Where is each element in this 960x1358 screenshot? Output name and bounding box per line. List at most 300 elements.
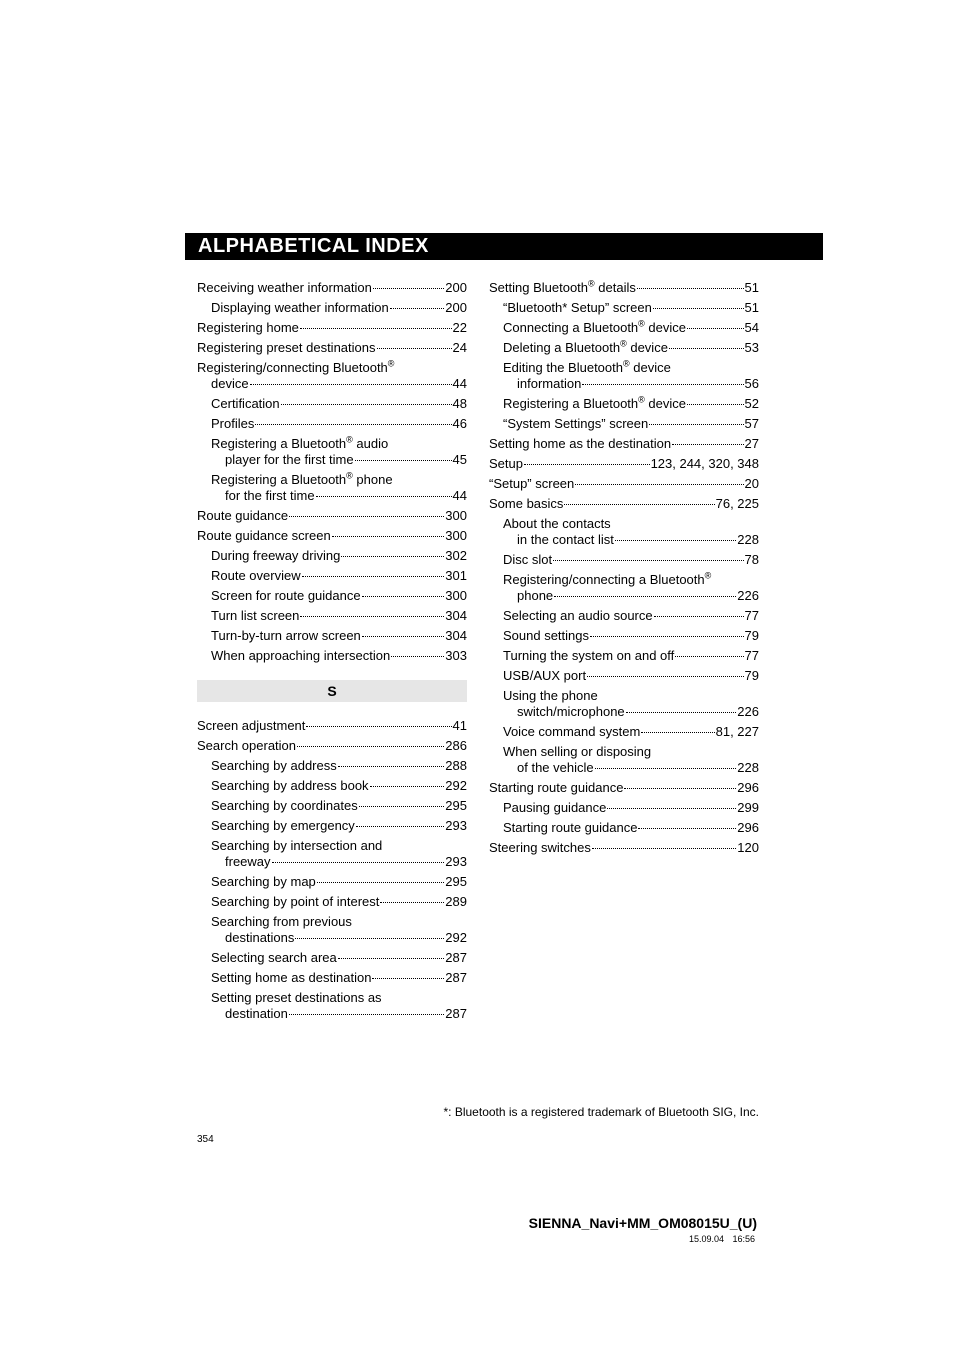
page-reference: 296: [737, 780, 759, 795]
index-entry-row: [503, 704, 759, 720]
page-reference: 292: [445, 778, 467, 793]
index-entry-heading-text: Using the phone: [503, 688, 598, 703]
index-entry-row: [211, 758, 467, 774]
index-entry-row: [503, 552, 759, 568]
index-entry-label: Setting home as the destination: [489, 436, 672, 451]
index-entry-label: device: [211, 376, 249, 391]
index-entry-row: [503, 588, 759, 604]
index-entry-label: for the first time: [225, 488, 315, 503]
index-entry-heading-text: Registering a Bluetooth: [211, 436, 347, 451]
index-entry-text: [211, 568, 301, 584]
index-entry-label: player for the first time: [225, 452, 354, 467]
dot-leader: [338, 958, 445, 959]
index-entry-text: [197, 508, 288, 524]
index-entry-row: [211, 894, 467, 910]
page-reference: 302: [445, 548, 467, 563]
index-entry-heading-text: Editing the Bluetooth: [503, 360, 623, 375]
dot-leader: [316, 496, 452, 497]
index-entry-text: [489, 780, 623, 796]
index-entry-heading-text: Setting preset destinations as: [211, 990, 382, 1005]
index-entry-text: [489, 476, 574, 492]
index-entry-heading: [503, 516, 759, 532]
index-entry: [489, 552, 759, 568]
dot-leader: [669, 348, 744, 349]
index-entry-text: [489, 436, 671, 452]
index-entry-label: Turn list screen: [211, 608, 300, 623]
page-reference: 295: [445, 798, 467, 813]
index-entry-text: [211, 894, 379, 910]
page-reference: 300: [445, 588, 467, 603]
dot-leader: [338, 766, 445, 767]
page-reference: 287: [445, 1006, 467, 1021]
index-entry: [197, 548, 467, 564]
index-entry-label: Registering a Bluetooth: [503, 396, 639, 411]
dot-leader: [355, 460, 452, 461]
dot-leader: [590, 636, 744, 637]
index-entry: [197, 970, 467, 986]
page-reference: 51: [744, 280, 759, 295]
page-reference: 301: [445, 568, 467, 583]
index-entry-text: [489, 840, 591, 856]
index-entry-text: [503, 648, 674, 664]
dot-leader: [595, 768, 737, 769]
index-entry-label: Disc slot: [503, 552, 553, 567]
registered-mark: ®: [638, 394, 645, 405]
page-reference: 300: [445, 528, 467, 543]
index-entry: [197, 340, 467, 356]
page-reference: 78: [744, 552, 759, 567]
dot-leader: [255, 424, 451, 425]
index-entry-label: Registering preset destinations: [197, 340, 376, 355]
index-entry: [197, 280, 467, 296]
index-entry-row: [197, 376, 467, 392]
index-entry-text: [211, 588, 361, 604]
dot-leader: [626, 712, 737, 713]
page-reference: 228: [737, 532, 759, 547]
index-entry-row: [503, 320, 759, 336]
index-entry-label: Searching by address book: [211, 778, 369, 793]
page-reference: 292: [445, 930, 467, 945]
index-entry-row: [211, 300, 467, 316]
index-entry-heading: [503, 572, 759, 588]
index-entry-text: [211, 300, 389, 316]
index-entry-row: [503, 532, 759, 548]
index-entry-label: Displaying weather information: [211, 300, 389, 315]
index-entry: [197, 950, 467, 966]
page-reference: 286: [445, 738, 467, 753]
dot-leader: [391, 656, 444, 657]
dot-leader: [373, 288, 444, 289]
index-entry-label: USB/AUX port: [503, 668, 587, 683]
page-reference: 27: [744, 436, 759, 451]
index-entry-label-suffix: device: [644, 320, 686, 335]
index-entry-text: [211, 778, 369, 794]
index-entry-text: [211, 648, 390, 664]
index-entry-row: [211, 1006, 467, 1022]
index-entry: [489, 416, 759, 432]
index-entry-text: [197, 320, 299, 336]
index-entry: [197, 838, 467, 870]
page-reference: 44: [452, 376, 467, 391]
index-entry-text: [517, 376, 581, 392]
page-reference: 293: [445, 818, 467, 833]
page-reference: 226: [737, 588, 759, 603]
index-entry-label: Receiving weather information: [197, 280, 372, 295]
index-entry-row: [211, 396, 467, 412]
index-entry-label: Setting home as destination: [211, 970, 372, 985]
index-entry-row: [503, 628, 759, 644]
index-entry-label: Sound settings: [503, 628, 590, 643]
registered-mark: ®: [346, 434, 353, 445]
index-entry-label: When approaching intersection: [211, 648, 391, 663]
dot-leader: [637, 288, 744, 289]
page-reference: 304: [445, 608, 467, 623]
page-reference: 293: [445, 854, 467, 869]
index-entry-text: [503, 320, 686, 336]
index-entry: [197, 508, 467, 524]
page-reference: 287: [445, 950, 467, 965]
dot-leader: [615, 540, 736, 541]
index-entry: [489, 360, 759, 392]
index-entry-row: [489, 476, 759, 492]
index-entry-row: [489, 436, 759, 452]
index-entry-row: [211, 950, 467, 966]
index-entry-text: [211, 628, 361, 644]
index-column-right: [489, 280, 759, 860]
page-reference: 304: [445, 628, 467, 643]
dot-leader: [380, 902, 444, 903]
page-reference: 123, 244, 320, 348: [650, 456, 759, 471]
index-entry-text: [517, 704, 625, 720]
index-entry-row: [197, 280, 467, 296]
index-entry-text: [225, 452, 354, 468]
index-entry-label: Screen adjustment: [197, 718, 306, 733]
page-reference: 41: [452, 718, 467, 733]
index-entry-text: [211, 396, 280, 412]
index-entry-row: [211, 568, 467, 584]
index-entry-row: [211, 818, 467, 834]
index-entry-row: [503, 608, 759, 624]
index-entry-row: [211, 548, 467, 564]
index-entry-row: [211, 798, 467, 814]
page-reference: 53: [744, 340, 759, 355]
dot-leader: [306, 726, 451, 727]
index-entry-row: [211, 588, 467, 604]
index-entry-text: [211, 548, 340, 564]
dot-leader: [564, 504, 714, 505]
index-entry: [197, 360, 467, 392]
dot-leader: [295, 938, 444, 939]
page-reference: 79: [744, 668, 759, 683]
index-entry-heading-text: When selling or disposing: [503, 744, 652, 759]
index-entry-label: Searching by coordinates: [211, 798, 358, 813]
index-entry-heading-suffix: phone: [352, 472, 393, 487]
index-entry-label: Route guidance: [197, 508, 289, 523]
page-reference: 120: [737, 840, 759, 855]
index-entry-text: [197, 280, 372, 296]
index-entry-row: [503, 648, 759, 664]
index-entry-heading-text: Registering/connecting a Bluetooth: [503, 572, 705, 587]
index-entry-label-suffix: details: [594, 280, 636, 295]
index-entry-label: Deleting a Bluetooth: [503, 340, 621, 355]
index-entry-row: [503, 800, 759, 816]
index-entry-heading: [503, 744, 759, 760]
index-entry-label: of the vehicle: [517, 760, 594, 775]
dot-leader: [587, 676, 743, 677]
index-entry-row: [197, 508, 467, 524]
index-entry: [197, 416, 467, 432]
registered-mark: ®: [638, 318, 645, 329]
index-entry-text: [503, 820, 637, 836]
dot-leader: [362, 636, 445, 637]
index-entry-row: [211, 416, 467, 432]
dot-leader: [300, 616, 444, 617]
index-entry: [489, 780, 759, 796]
registered-mark: ®: [622, 358, 630, 369]
dot-leader: [250, 384, 452, 385]
index-entry: [197, 588, 467, 604]
index-entry-text: [503, 416, 648, 432]
index-entry: [197, 628, 467, 644]
dot-leader: [607, 808, 736, 809]
index-entry-row: [211, 854, 467, 870]
index-entry-label: Searching by point of interest: [211, 894, 380, 909]
index-entry-text: [503, 340, 668, 356]
index-entry-row: [211, 970, 467, 986]
page-number: 354: [197, 1134, 214, 1145]
index-entry-text: [489, 280, 636, 296]
dot-leader: [281, 404, 452, 405]
index-entry-label: Setup: [489, 456, 523, 471]
dot-leader: [675, 656, 743, 657]
registered-mark: ®: [704, 570, 712, 581]
index-entry-text: [503, 724, 640, 740]
dot-leader: [377, 348, 452, 349]
page-reference: 20: [744, 476, 759, 491]
index-entry: [489, 668, 759, 684]
index-entry-label: Selecting an audio source: [503, 608, 653, 623]
index-entry-text: [197, 528, 331, 544]
dot-leader: [289, 1014, 444, 1015]
index-entry-heading: [211, 990, 467, 1006]
page-reference: 303: [445, 648, 467, 663]
index-entry: [489, 396, 759, 412]
index-entry-text: [211, 376, 249, 392]
page-reference: 22: [452, 320, 467, 335]
page-reference: 289: [445, 894, 467, 909]
index-entry-label: Setting Bluetooth: [489, 280, 589, 295]
dot-leader: [641, 732, 714, 733]
index-entry-label: Voice command system: [503, 724, 641, 739]
index-entry-row: [503, 376, 759, 392]
index-entry-text: [211, 758, 337, 774]
dot-leader: [624, 788, 736, 789]
index-entry-row: [197, 718, 467, 734]
index-entry: [489, 800, 759, 816]
index-entry-label: Turn-by-turn arrow screen: [211, 628, 361, 643]
dot-leader: [649, 424, 743, 425]
index-entry: [489, 572, 759, 604]
index-entry-label: Starting route guidance: [503, 820, 638, 835]
index-entry-row: [197, 340, 467, 356]
registered-mark: ®: [387, 358, 395, 369]
page-reference: 56: [744, 376, 759, 391]
page-reference: 77: [744, 608, 759, 623]
index-entry-heading: [503, 360, 759, 376]
index-entry: [489, 820, 759, 836]
dot-leader: [356, 826, 444, 827]
index-entry: [489, 476, 759, 492]
index-entry: [197, 396, 467, 412]
index-entry: [489, 648, 759, 664]
index-entry: [489, 724, 759, 740]
index-entry-text: [503, 628, 589, 644]
index-entry-text: [211, 608, 299, 624]
page-reference: 54: [744, 320, 759, 335]
index-entry-row: [489, 780, 759, 796]
index-entry: [489, 840, 759, 856]
index-column-left: [197, 280, 467, 1026]
index-entry-heading-suffix: device: [629, 360, 671, 375]
dot-leader: [370, 786, 445, 787]
index-entry-heading-text: About the contacts: [503, 516, 611, 531]
index-entry: [197, 990, 467, 1022]
dot-leader: [653, 308, 744, 309]
index-entry-text: [503, 608, 653, 624]
index-entry-row: [211, 778, 467, 794]
page-title: ALPHABETICAL INDEX: [198, 235, 429, 257]
index-entry-label: information: [517, 376, 582, 391]
index-entry-label: During freeway driving: [211, 548, 341, 563]
index-entry-text: [225, 854, 271, 870]
index-entry-label-suffix: device: [626, 340, 668, 355]
index-entry-row: [503, 668, 759, 684]
page-reference: 79: [744, 628, 759, 643]
index-entry-row: [503, 416, 759, 432]
index-entry-label: destination: [225, 1006, 288, 1021]
index-entry-text: [517, 532, 614, 548]
dot-leader: [638, 828, 736, 829]
registered-mark: ®: [620, 338, 627, 349]
index-entry-row: [197, 528, 467, 544]
index-entry: [197, 568, 467, 584]
registered-mark: ®: [588, 278, 595, 289]
index-entry-label: Route guidance screen: [197, 528, 331, 543]
dot-leader: [317, 882, 445, 883]
index-entry: [197, 818, 467, 834]
index-entry-heading: [211, 472, 467, 488]
index-entry: [197, 894, 467, 910]
index-entry-row: [503, 300, 759, 316]
index-entry-row: [503, 724, 759, 740]
index-entry: [489, 516, 759, 548]
index-entry-label: Starting route guidance: [489, 780, 624, 795]
index-entry: [197, 738, 467, 754]
page-reference: 57: [744, 416, 759, 431]
index-entry-row: [211, 452, 467, 468]
index-entry-row: [503, 396, 759, 412]
index-entry-text: [489, 496, 563, 512]
index-entry: [489, 436, 759, 452]
index-entry: [489, 300, 759, 316]
page-reference: 51: [744, 300, 759, 315]
index-entry-label: Certification: [211, 396, 280, 411]
dot-leader: [300, 328, 452, 329]
index-entry: [489, 340, 759, 356]
index-entry-text: [211, 416, 254, 432]
dot-leader: [359, 806, 445, 807]
index-entry-row: [489, 280, 759, 296]
index-entry-text: [489, 456, 523, 472]
dot-leader: [582, 384, 743, 385]
page-reference: 228: [737, 760, 759, 775]
dot-leader: [289, 516, 444, 517]
index-entry: [197, 436, 467, 468]
index-entry-row: [211, 648, 467, 664]
section-letter: S: [197, 680, 467, 702]
dot-leader: [297, 746, 444, 747]
index-entry: [489, 608, 759, 624]
index-entry-label: Pausing guidance: [503, 800, 607, 815]
index-entry-heading-text: Searching from previous: [211, 914, 352, 929]
index-entry: [197, 778, 467, 794]
index-entry-text: [197, 340, 376, 356]
index-entry: [489, 280, 759, 296]
index-entry-label-suffix: device: [644, 396, 686, 411]
index-entry-label: Steering switches: [489, 840, 591, 855]
dot-leader: [272, 862, 445, 863]
dot-leader: [554, 596, 736, 597]
registered-mark: ®: [346, 470, 353, 481]
page-reference: 44: [452, 488, 467, 503]
index-entry-text: [503, 300, 652, 316]
dot-leader: [672, 444, 743, 445]
index-entry-text: [211, 798, 358, 814]
page-reference: 288: [445, 758, 467, 773]
index-entry-label: Profiles: [211, 416, 255, 431]
index-entry-label: Some basics: [489, 496, 564, 511]
page-reference: 48: [452, 396, 467, 411]
index-entry-text: [211, 970, 371, 986]
index-entry: [197, 528, 467, 544]
index-entry-heading-suffix: audio: [352, 436, 389, 451]
index-entry-text: [197, 718, 305, 734]
dot-leader: [575, 484, 743, 485]
index-entry-label: Searching by emergency: [211, 818, 355, 833]
index-entry: [197, 874, 467, 890]
index-entry-text: [503, 668, 586, 684]
dot-leader: [553, 560, 743, 561]
index-entry: [197, 300, 467, 316]
index-entry-row: [197, 320, 467, 336]
page-reference: 77: [744, 648, 759, 663]
index-entry-heading: [211, 914, 467, 930]
index-entry: [197, 798, 467, 814]
index-entry-heading-text: Searching by intersection and: [211, 838, 383, 853]
index-entry-row: [503, 760, 759, 776]
index-entry-row: [489, 456, 759, 472]
index-entry-label: “System Settings” screen: [503, 416, 649, 431]
page-reference: 52: [744, 396, 759, 411]
dot-leader: [687, 328, 744, 329]
dot-leader: [372, 978, 444, 979]
index-entry-label: Connecting a Bluetooth: [503, 320, 639, 335]
index-entry: [489, 628, 759, 644]
index-entry: [197, 320, 467, 336]
index-entry-text: [225, 930, 294, 946]
dot-leader: [362, 596, 445, 597]
index-entry: [197, 914, 467, 946]
